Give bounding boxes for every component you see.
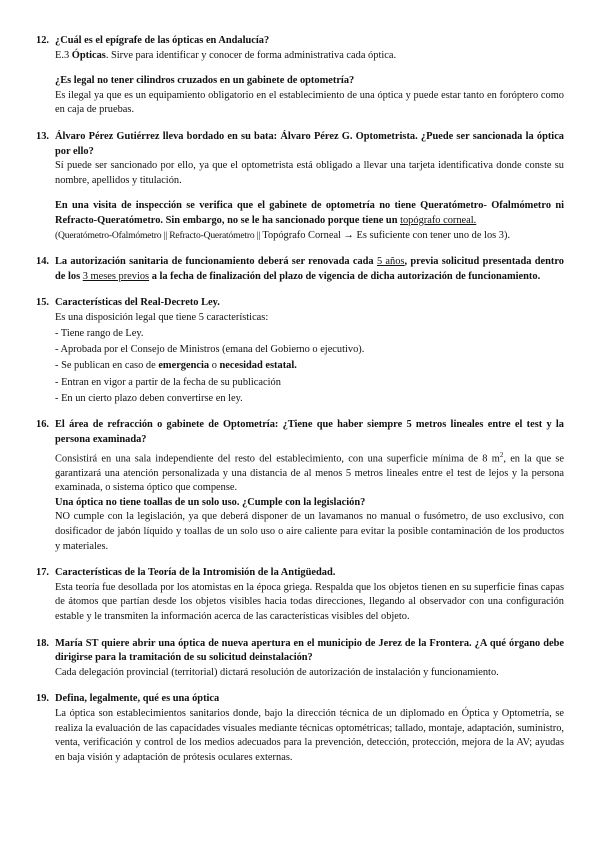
item-15 [36, 296, 564, 406]
item-number: 15. [36, 297, 49, 309]
underlined-term: topógrafo corneal. [400, 214, 477, 226]
item-number: 12. [36, 35, 49, 46]
item-18 [36, 637, 564, 681]
question: María ST quiere abrir una óptica de nueva apertura en el municipio de Jerez de la Frontera. ¿A qué órgano debe dirigirse para la tramitación de su solicitud deinstalación? [55, 637, 564, 664]
list-item: - Entran en vigor a partir de la fecha de su publicación [55, 376, 564, 391]
item-13 [36, 130, 564, 243]
question: Características del Real-Decreto Ley. [55, 297, 220, 309]
item-number: 14. [36, 256, 49, 268]
item-19 [36, 692, 564, 765]
question [55, 199, 564, 228]
question: El área de refracción o gabinete de Optometría: ¿Tiene que haber siempre 5 metros lineales entre el test y la persona examinada? [55, 419, 564, 446]
statement-text: , previa solicitud presentada dentro de los [55, 256, 565, 282]
answer: Es ilegal ya que es un equipamiento obligatorio en el establecimiento de una óptica y puede estar tanto en foróptero como en caja de pruebas. [55, 89, 564, 116]
answer: NO cumple con la legislación, ya que deberá disponer de un lavamanos no manual o fusómetro, de uso exclusivo, con dosificador de jabón líquido y toallas de un solo uso o aire caliente para evitar la posible contaminación de los productos y materiales. [55, 511, 564, 552]
answer: La óptica son establecimientos sanitarios donde, bajo la dirección técnica de un diplomado en Óptica y Optometría, se realiza la evaluación de las capacidades visuales mediante técnicas optométricas; tallado, montaje, adaptación, suministro, venta, verificación y control de los medios adecuados para la prevención, detección, protección, mejora de la AV; ayudas en baja visión y adaptación de prótesis oculares externas. [55, 708, 564, 763]
item-14 [36, 255, 564, 284]
item-17 [36, 566, 564, 624]
answer-text: . Sirve para identificar y conocer de forma administrativa cada óptica. [105, 49, 397, 61]
question: ¿Es legal no tener cilindros cruzados en un gabinete de optometría? [55, 75, 355, 87]
list-item [55, 359, 564, 374]
item-16 [36, 418, 564, 554]
answer [55, 448, 564, 496]
list-bold: emergencia [158, 360, 210, 372]
list-item: - En un cierto plazo deben convertirse en ley. [55, 392, 564, 407]
question: Álvaro Pérez Gutiérrez lleva bordado en su bata: Álvaro Pérez G. Optometrista. ¿Puede ser sancionada la óptica por ello? [55, 130, 564, 157]
answer-code: E.3 [55, 49, 70, 61]
item-number: 13. [36, 130, 49, 142]
answer [55, 229, 564, 244]
question: Una óptica no tiene toallas de un solo uso. ¿Cumple con la legislación? [55, 496, 366, 508]
answer: Esta teoría fue desollada por los atomistas en la época griega. Respalda que los objetos tienen en su superficie finas capas de átomos que partían desde los objetos visibles hacia todas direcciones, llegando al observador con una configuración estable y le transmiten la información acerca de las características visibles del objeto. [55, 581, 564, 623]
statement-text: La autorización sanitaria de funcionamiento deberá ser renovada cada [55, 256, 377, 268]
statement-text: a la fecha de finalización del plazo de vigencia de dicha autorización de funcionamiento. [149, 270, 541, 282]
document-page [36, 34, 564, 777]
item-number: 18. [36, 637, 49, 649]
item-number: 17. [36, 567, 49, 579]
list-bold: necesidad estatal. [219, 360, 297, 372]
answer-text: , en la que se garantizará una atención personalizada y una distancia de al menos 5 metros lineales entre el test de lejos y la persona examinada, o sistema óptico que compense. [55, 453, 565, 494]
answer: Sí puede ser sancionado por ello, ya que el optometrista está obligado a llevar una tarjeta identificativa donde conste su nombre, apellidos y titulación. [55, 160, 564, 186]
question: Características de la Teoría de la Intromisión de la Antigüedad. [55, 567, 336, 579]
answer-bold: Ópticas [71, 49, 106, 61]
list-text: Se publican en caso de [61, 360, 159, 372]
statement [55, 255, 564, 284]
feature-list [55, 327, 564, 406]
superscript: 2 [499, 450, 504, 459]
question: ¿Cuál es el epígrafe de las ópticas en Andalucía? [55, 35, 270, 46]
list-text: o [209, 360, 220, 372]
question-text: En una visita de inspección se verifica que el gabinete de optometría no tiene Queratómetro- Ofalmómetro ni Refracto-Queratómetro. Sin embargo, no se le ha sancionado porque tiene un [55, 200, 564, 226]
answer-text: Topógrafo Corneal → Es suficiente con tener uno de los 3). [262, 229, 511, 241]
question: Defina, legalmente, qué es una óptica [55, 693, 220, 705]
underlined-term: 5 años [376, 256, 405, 268]
list-item: - Tiene rango de Ley. [55, 327, 564, 342]
answer-text: Consistirá en una sala independiente del resto del establecimiento, con una superficie mínima de 8 m [55, 453, 500, 465]
item-number: 19. [36, 693, 49, 705]
answer [55, 49, 564, 64]
item-number: 16. [36, 419, 49, 431]
underlined-term: 3 meses previos [82, 270, 150, 282]
answer: Cada delegación provincial (territorial) dictará resolución de autorización de instalación y funcionamiento. [55, 666, 499, 678]
answer-condensed: (Queratómetro-Ofalmómetro || Refracto-Queratómetro || [55, 229, 263, 241]
list-item: - Aprobada por el Consejo de Ministros (emana del Gobierno o ejecutivo). [55, 343, 564, 358]
answer-intro: Es una disposición legal que tiene 5 características: [55, 311, 269, 323]
item-12 [36, 34, 564, 118]
